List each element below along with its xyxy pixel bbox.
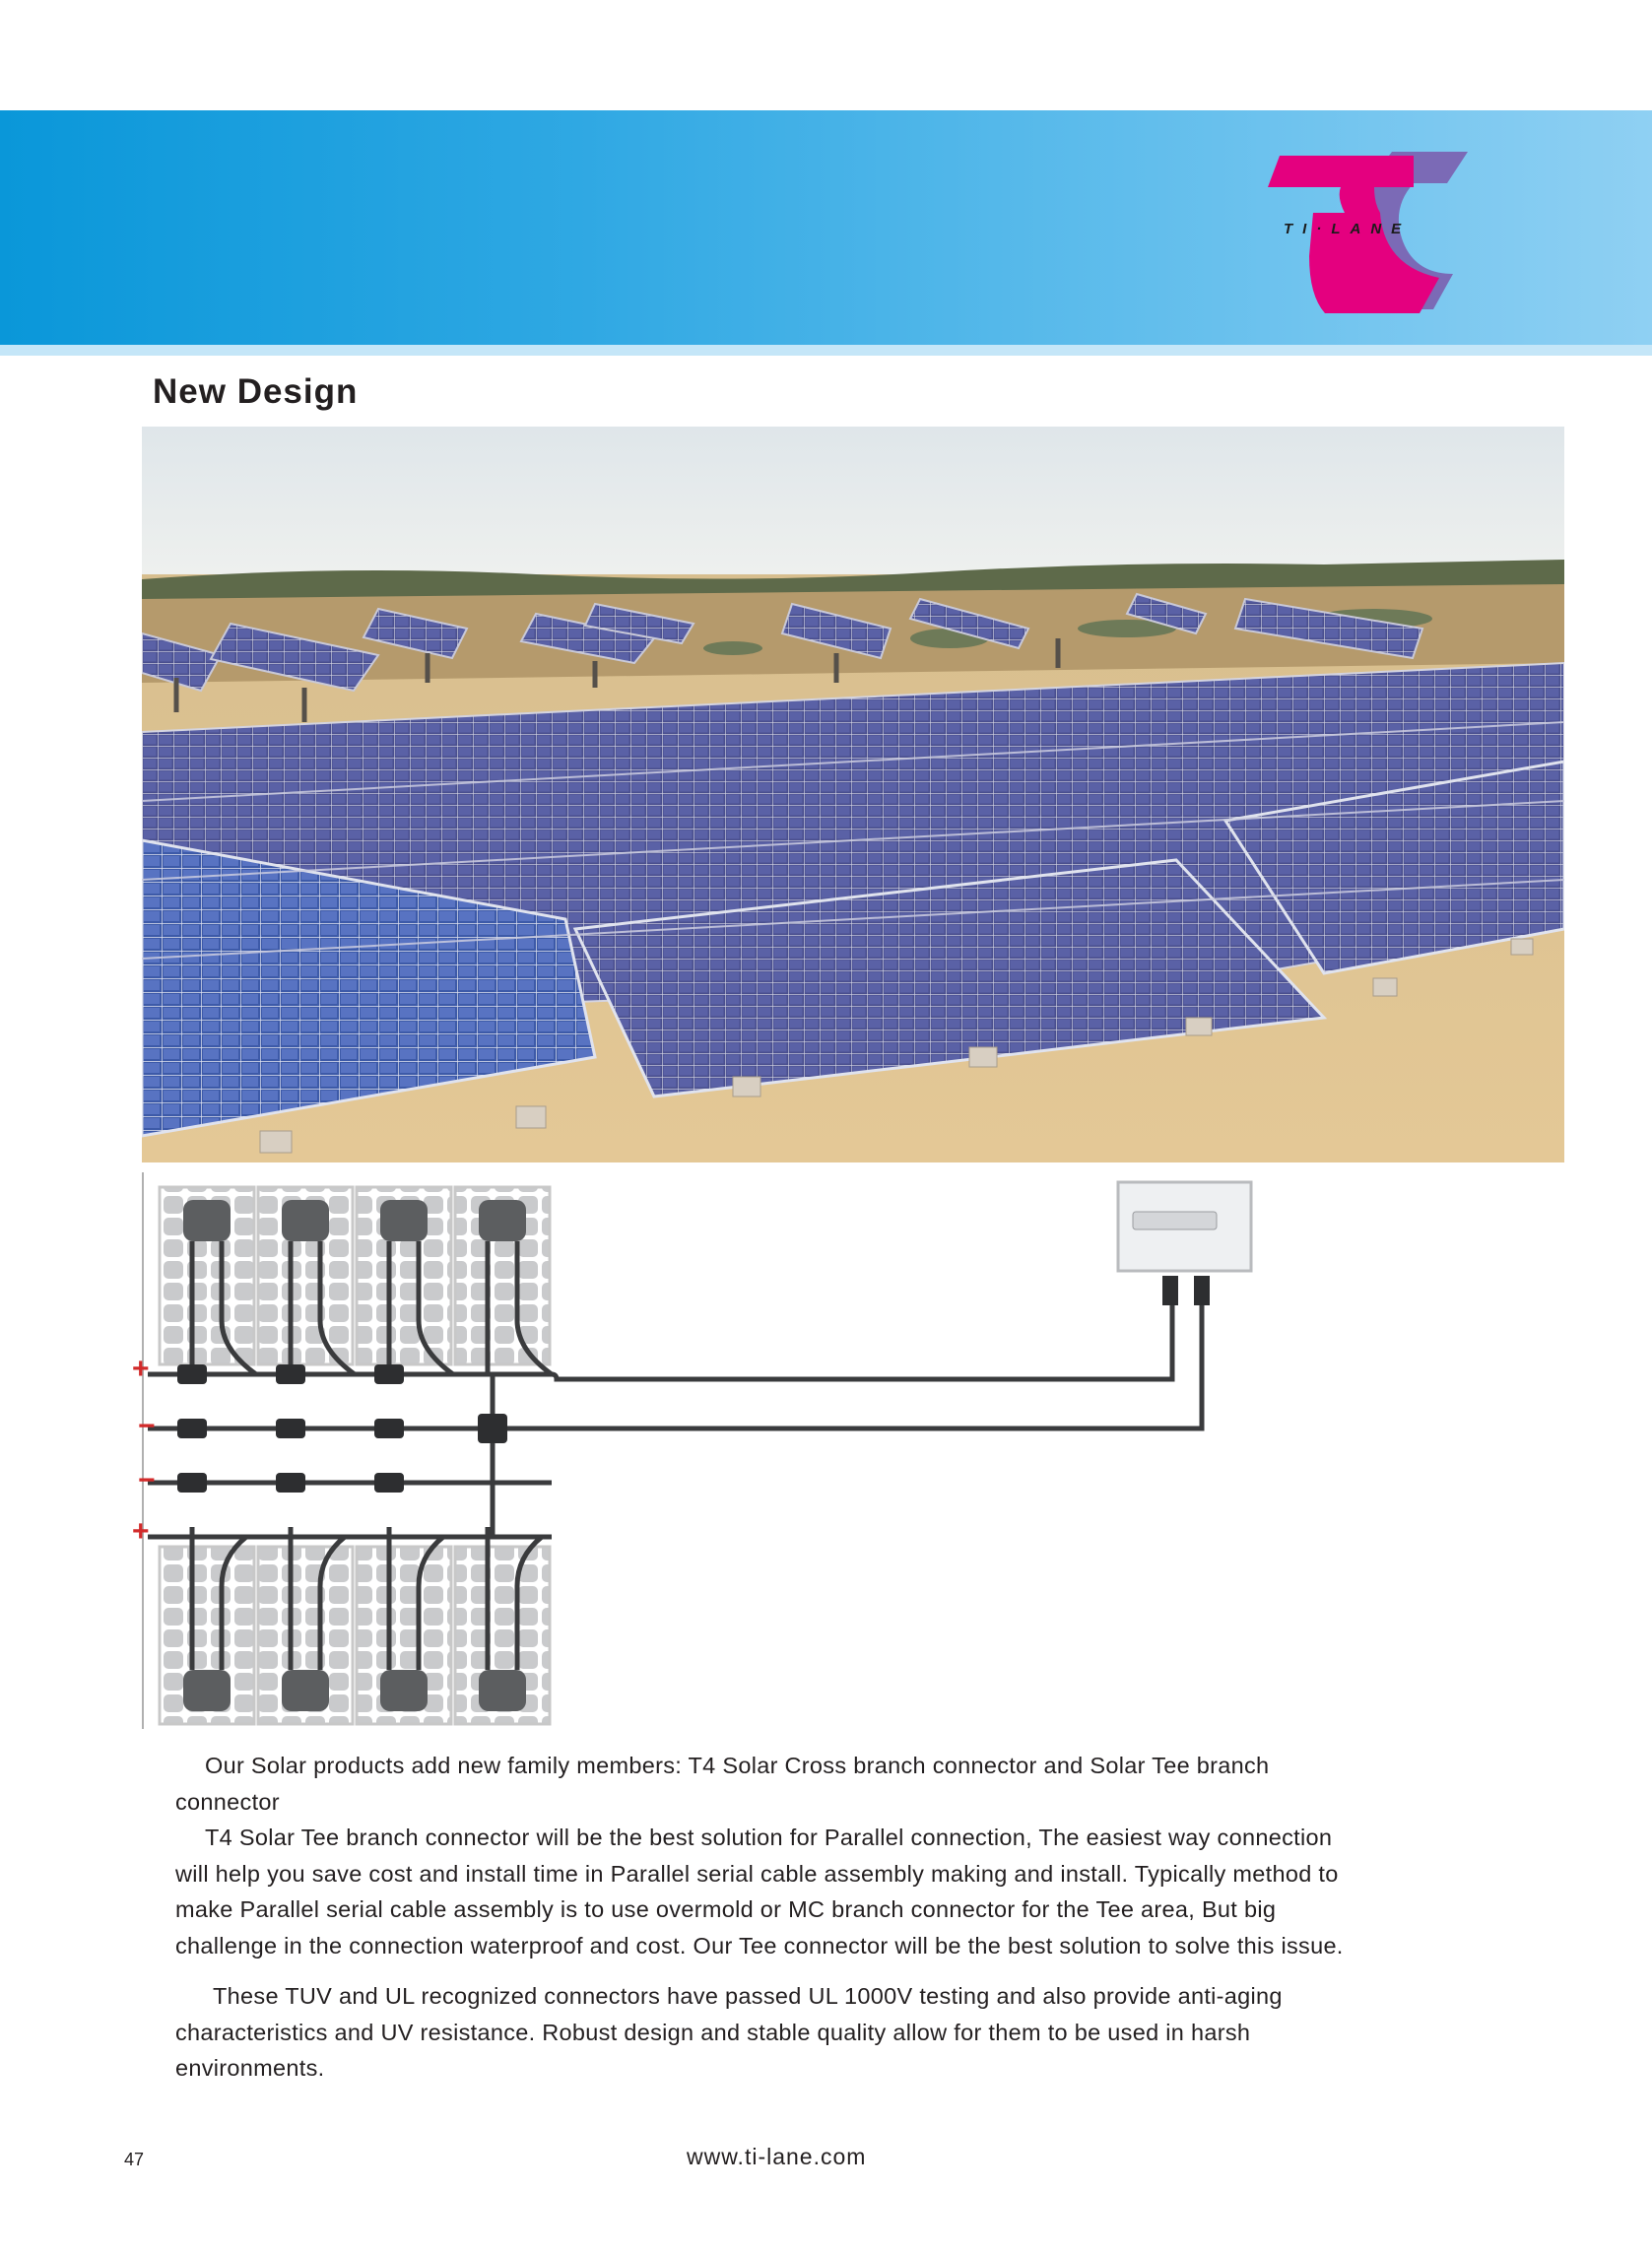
body-paragraph-1 [175, 1748, 1525, 1820]
section-title: New Design [153, 372, 359, 411]
footer-url: www.ti-lane.com [687, 2144, 867, 2169]
polarity-plus-bottom: + [132, 1515, 150, 1548]
cross-branch-connector-icon [478, 1414, 507, 1443]
body-paragraph-3 [175, 1978, 1525, 2087]
inverter-icon [1118, 1182, 1251, 1305]
header-banner-strip [0, 345, 1652, 356]
solar-field-photo [142, 427, 1564, 1162]
body-line: environments. [175, 2055, 325, 2081]
body-line: T4 Solar Tee branch connector will be the best solution for Parallel connection, The easiest way connection [205, 1825, 1333, 1850]
polarity-minus-top: − [138, 1410, 156, 1442]
polarity-plus-top: + [132, 1353, 150, 1385]
body-line: will help you save cost and install time in Parallel serial cable assembly making and install. Typically method to [175, 1860, 1339, 1887]
body-line: connector [175, 1788, 280, 1815]
body-line: characteristics and UV resistance. Robust design and stable quality allow for them to be used in harsh [175, 2019, 1251, 2045]
ti-lane-logo [1266, 148, 1478, 320]
parallel-connection-diagram [132, 1172, 1261, 1734]
logo-text: TI·LANE [1284, 221, 1412, 237]
body-line: Our Solar products add new family members: T4 Solar Cross branch connector and Solar Tee branch [205, 1753, 1270, 1778]
page-number: 47 [124, 2150, 145, 2169]
body-line: These TUV and UL recognized connectors have passed UL 1000V testing and also provide anti-aging [213, 1983, 1283, 2009]
polarity-minus-bottom: − [138, 1464, 156, 1496]
body-paragraph-2 [175, 1820, 1525, 1963]
body-line: make Parallel serial cable assembly is to use overmold or MC branch connector for the Tee area, But big [175, 1896, 1277, 1922]
body-line: challenge in the connection waterproof and cost. Our Tee connector will be the best solution to solve this issue. [175, 1932, 1344, 1958]
